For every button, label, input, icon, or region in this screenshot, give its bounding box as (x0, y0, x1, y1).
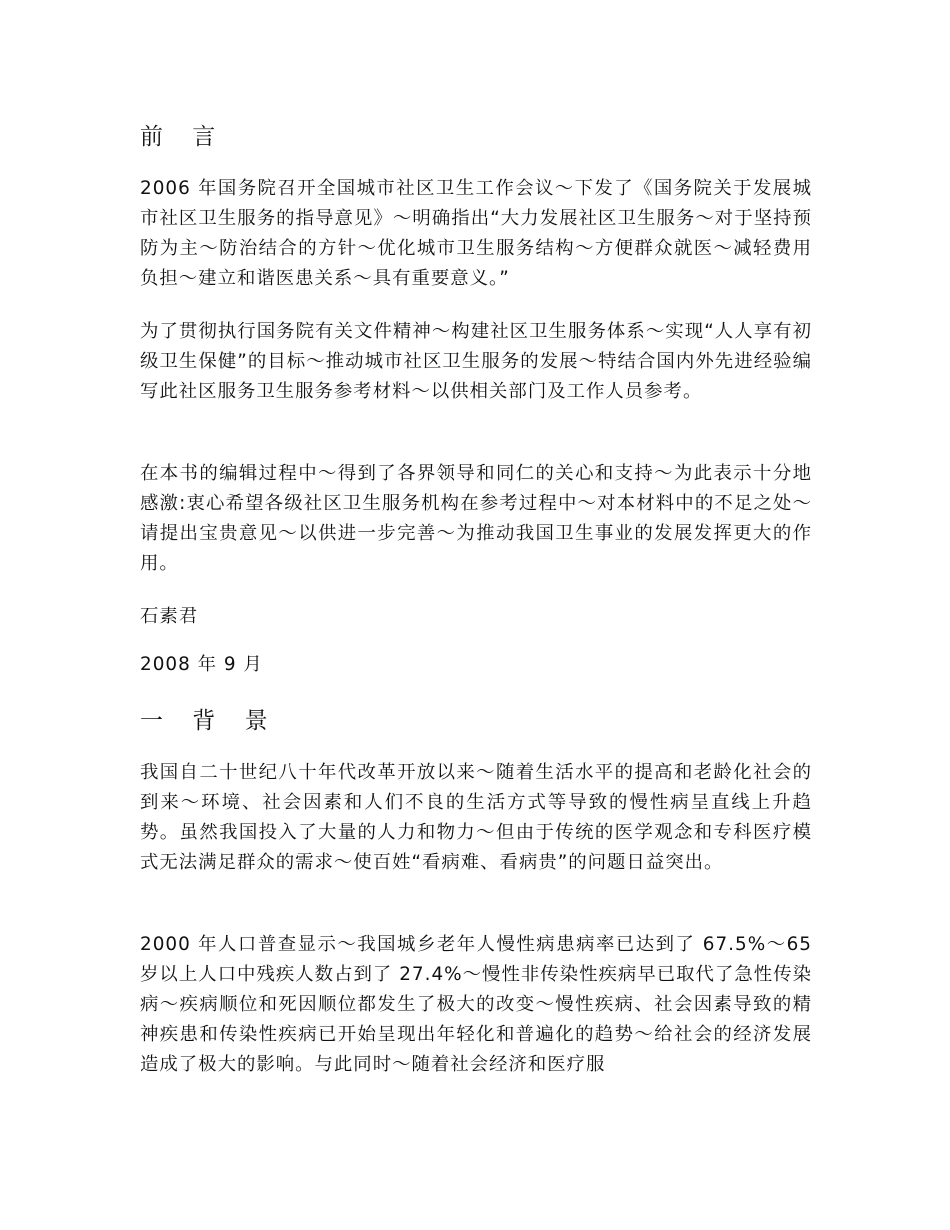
background-paragraph-1: 我国自二十世纪八十年代改革开放以来～随着生活水平的提高和老龄化社会的到来～环境、社会因素和人们不良的生活方式等导致的慢性病呈直线上升趋势。虽然我国投入了大量的人力和物力～但由于传统的医学观念和专科医疗模式无法满足群众的需求～使百姓“看病难、看病贵”的问题日益突出。 (140, 762, 812, 873)
background-paragraph-2: 2000 年人口普查显示～我国城乡老年人慢性病患病率已达到了 67.5%～65 岁以上人口中残疾人数占到了 27.4%～慢性非传染性疾病早已取代了急性传染病～疾病顺位和死因顺位都发生了极大的改变～慢性疾病、社会因素导致的精神疾患和传染性疾病已开始呈现出年轻化和普遍化的趋势～给社会的经济发展造成了极大的影响。与此同时～随着社会经济和医疗服 (140, 934, 812, 1075)
preface-paragraph-2: 为了贯彻执行国务院有关文件精神～构建社区卫生服务体系～实现“人人享有初级卫生保健”的目标～推动城市社区卫生服务的发展～特结合国内外先进经验编写此社区服务卫生服务参考材料～以供相关部门及工作人员参考。 (140, 321, 812, 402)
preface-paragraph-1: 2006 年国务院召开全国城市社区卫生工作会议～下发了《国务院关于发展城市社区卫生服务的指导意见》～明确指出“大力发展社区卫生服务～对于坚持预防为主～防治结合的方针～优化城市卫生服务结构～方便群众就医～减轻费用负担～建立和谐医患关系～具有重要意义。” (140, 178, 812, 289)
preface-heading: 前 言 (140, 124, 227, 150)
preface-paragraph-3: 在本书的编辑过程中～得到了各界领导和同仁的关心和支持～为此表示十分地感激:衷心希望各级社区卫生服务机构在参考过程中～对本材料中的不足之处～请提出宝贵意见～以供进一步完善～为推动我国卫生事业的发展发挥更大的作用。 (140, 463, 812, 574)
preface-author: 石素君 (140, 606, 199, 627)
background-heading: 一 背 景 (140, 708, 279, 734)
preface-date: 2008 年 9 月 (140, 654, 263, 675)
